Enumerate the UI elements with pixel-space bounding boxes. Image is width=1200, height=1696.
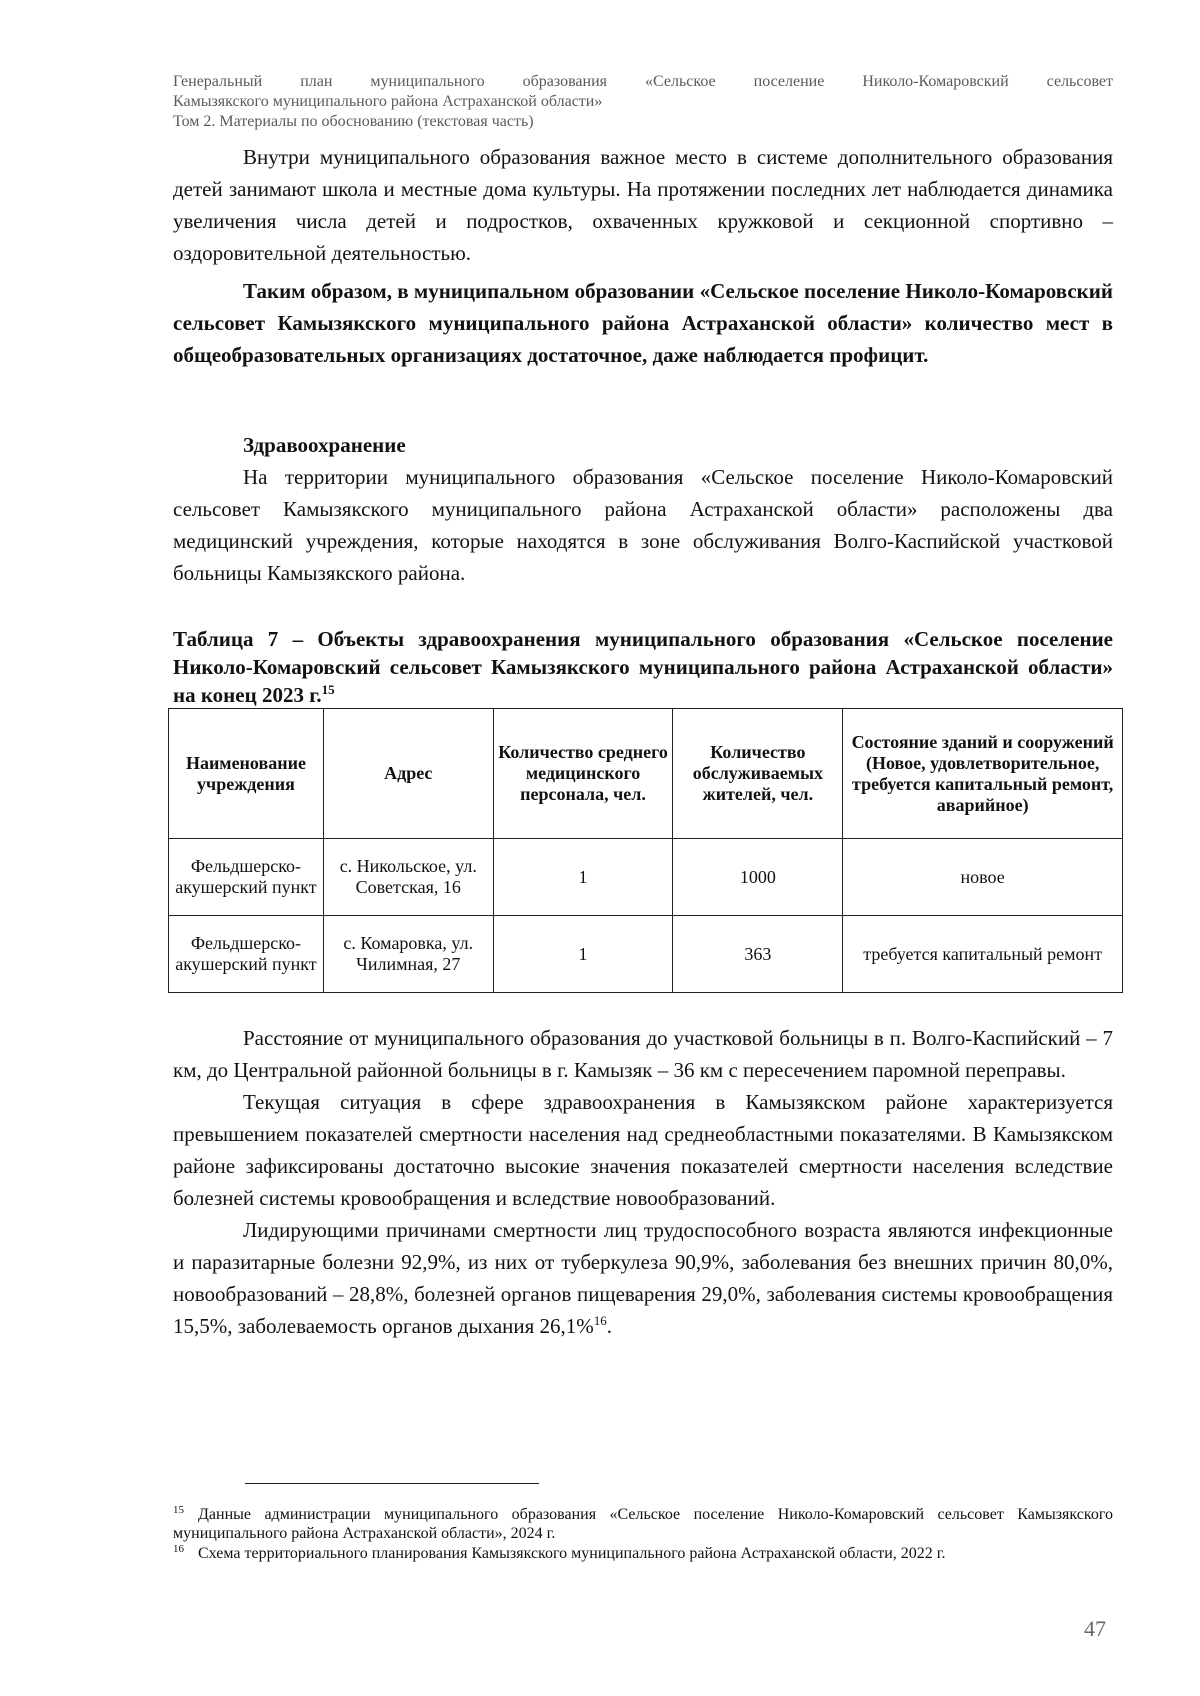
column-header: Количество среднего медицинского персонала, чел. xyxy=(493,709,673,839)
footnote-number: 16 xyxy=(173,1542,184,1555)
header-line-2: Камызякского муниципального района Астраханской области» xyxy=(173,93,603,110)
causes-text: Лидирующими причинами смертности лиц трудоспособного возраста являются инфекционные и паразитарные болезни 92,9%, из них от туберкулеза 90,9%, заболевания без внешних причин 80,0%, новообразований – 28,8%, болезней органов пищеварения 29,0%, заболевания системы кровообращения 15,5%, заболеваемость органов дыхания 26,1% xyxy=(173,1218,1113,1338)
footnote-ref: 16 xyxy=(593,1313,607,1328)
footnote-text: Данные администрации муниципального образования «Сельское поселение Николо-Комаровский сельсовет Камызякского муниципального района Астраханской области», 2024 г. xyxy=(173,1506,1113,1542)
header-line-1: Генеральный план муниципального образования «Сельское поселение Николо-Комаровский сельсовет xyxy=(173,73,1113,90)
running-header xyxy=(173,72,1113,132)
table-cell: 363 xyxy=(673,916,843,993)
footnote-ref: 15 xyxy=(321,682,335,697)
column-header: Адрес xyxy=(323,709,493,839)
table-cell: 1 xyxy=(493,916,673,993)
table-cell: с. Никольское, ул. Советская, 16 xyxy=(323,839,493,916)
causes-paragraph xyxy=(173,1214,1113,1342)
page-number: 47 xyxy=(1084,1616,1106,1641)
table-cell: Фельдшерско-акушерский пункт xyxy=(169,839,324,916)
table-caption-text: Таблица 7 – Объекты здравоохранения муниципального образования «Сельское поселение Николо-Комаровский сельсовет Камызякского муниципального района Астраханской области» на конец 2023 г. xyxy=(173,627,1113,707)
mortality-paragraph: Текущая ситуация в сфере здравоохранения в Камызякском районе характеризуется превышением показателей смертности населения над среднеобластными показателями. В Камызякском районе зафиксированы достаточно высокие значения показателей смертности населения вследствие болезней системы кровообращения и вследствие новообразований. xyxy=(173,1090,1113,1210)
header-line-3: Том 2. Материалы по обоснованию (текстовая часть) xyxy=(173,113,534,130)
footnote xyxy=(173,1505,1113,1543)
footnote-separator xyxy=(245,1483,539,1484)
health-paragraph: На территории муниципального образования «Сельское поселение Николо-Комаровский сельсовет Камызякского муниципального района Астраханской области» расположены два медицинский учреждения, которые находятся в зоне обслуживания Волго-Каспийской участковой больницы Камызякского района. xyxy=(173,465,1113,585)
table-row xyxy=(169,916,1123,993)
table-cell: 1 xyxy=(493,839,673,916)
column-header: Количество обслуживаемых жителей, чел. xyxy=(673,709,843,839)
footnotes xyxy=(173,1505,1113,1564)
health-section xyxy=(173,429,1113,589)
table-cell: требуется капитальный ремонт xyxy=(843,916,1123,993)
footnote xyxy=(173,1544,1113,1563)
table-row xyxy=(169,839,1123,916)
intro-section xyxy=(173,141,1113,371)
intro-paragraph: Внутри муниципального образования важное место в системе дополнительного образования детей занимают школа и местные дома культуры. На протяжении последних лет наблюдается динамика увеличения числа детей и подростков, охваченных кружковой и секционной спортивно –оздоровительной деятельностью. xyxy=(173,145,1113,265)
causes-end: . xyxy=(606,1314,613,1338)
table-cell: 1000 xyxy=(673,839,843,916)
column-header: Состояние зданий и сооружений (Новое, удовлетворительное, требуется капитальный ремонт, аварийное) xyxy=(843,709,1123,839)
table-caption xyxy=(173,625,1113,709)
footnote-number: 15 xyxy=(173,1503,184,1516)
table-cell: с. Комаровка, ул. Чилимная, 27 xyxy=(323,916,493,993)
section-title: Здравоохранение xyxy=(243,433,406,457)
health-facilities-table xyxy=(168,708,1123,993)
column-header: Наименование учреждения xyxy=(169,709,324,839)
table-header-row xyxy=(169,709,1123,839)
table-cell: новое xyxy=(843,839,1123,916)
after-table-section xyxy=(173,1022,1113,1342)
distance-paragraph: Расстояние от муниципального образования до участковой больницы в п. Волго-Каспийский – 7 км, до Центральной районной больницы в г. Камызяк – 36 км с пересечением паромной переправы. xyxy=(173,1026,1113,1082)
table-cell: Фельдшерско-акушерский пункт xyxy=(169,916,324,993)
footnote-text: Схема территориального планирования Камызякского муниципального района Астраханской области, 2022 г. xyxy=(198,1545,946,1562)
conclusion-paragraph: Таким образом, в муниципальном образовании «Сельское поселение Николо-Комаровский сельсовет Камызякского муниципального района Астраханской области» количество мест в общеобразовательных организациях достаточное, даже наблюдается профицит. xyxy=(173,279,1113,367)
